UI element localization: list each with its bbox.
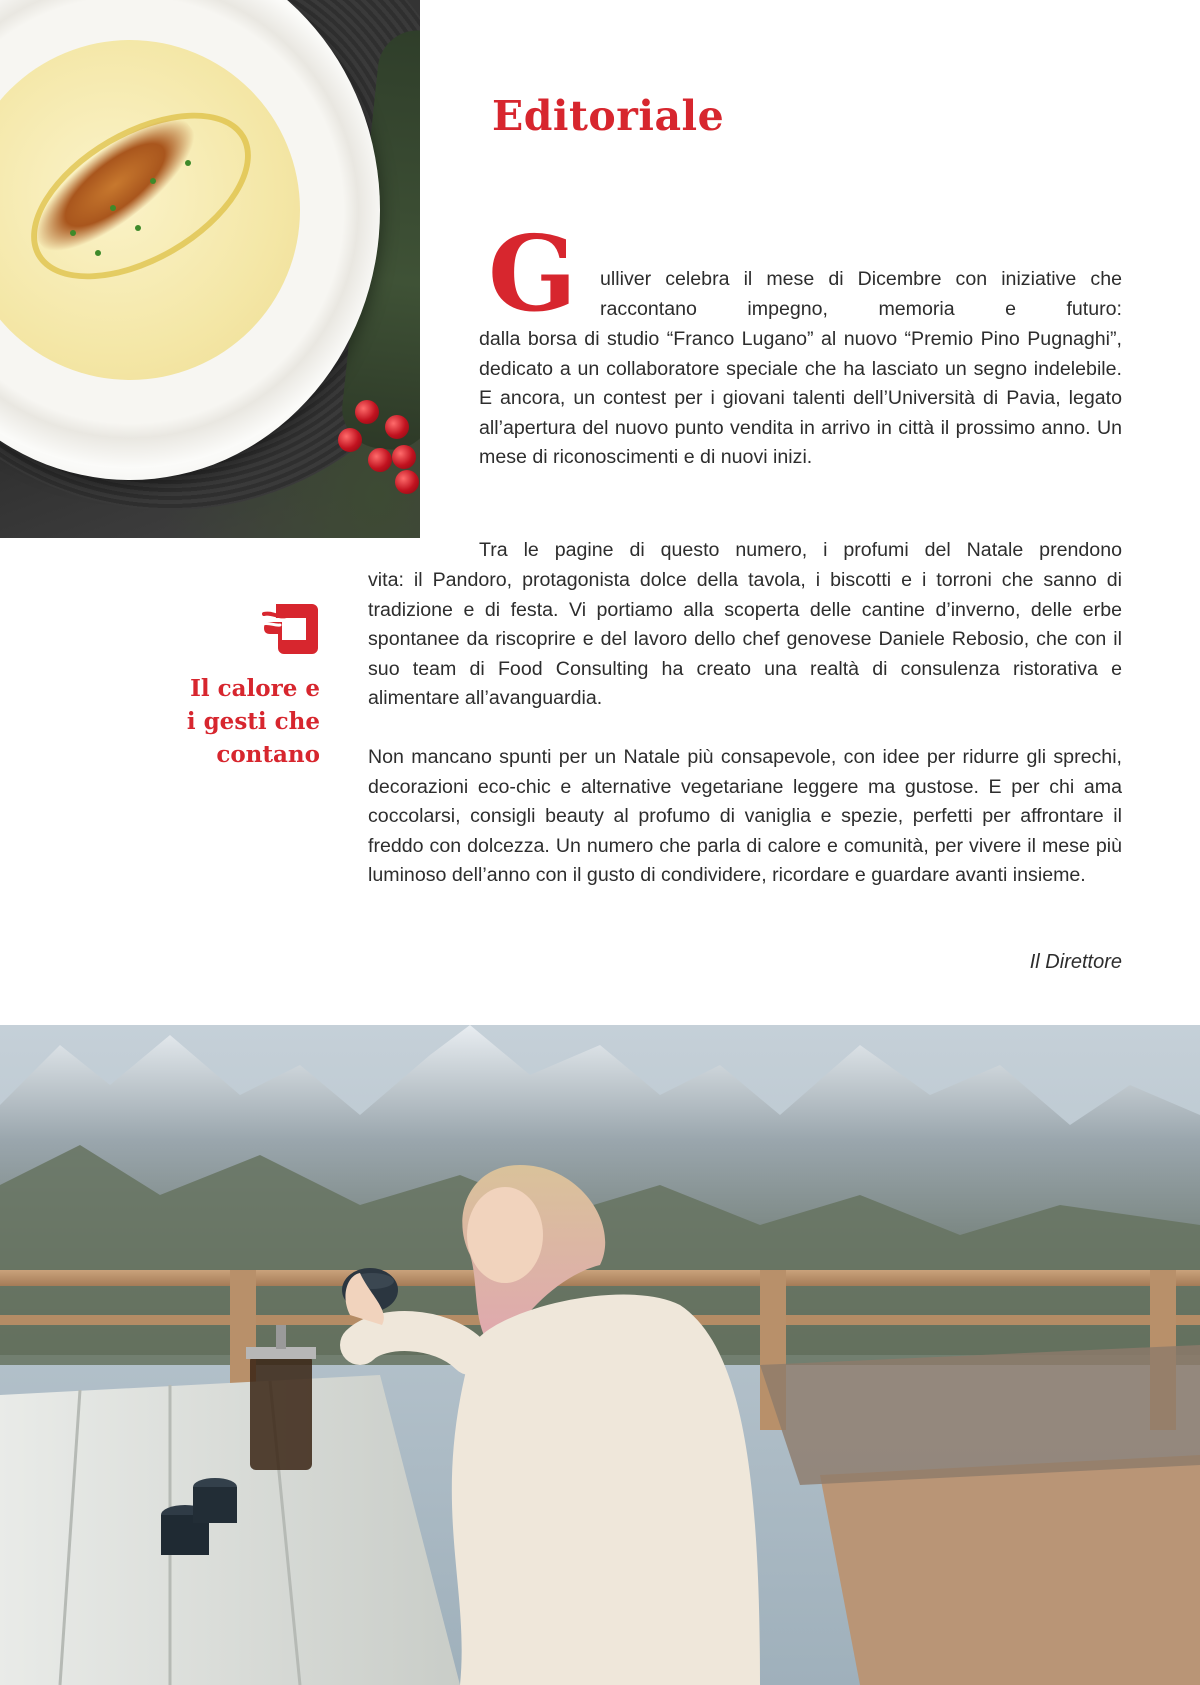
mountain-photo <box>0 1025 1200 1685</box>
paragraph-2-lead: Tra le pagine di questo numero, i profumi del Natale prendono <box>479 539 1122 561</box>
chive-dot <box>135 225 141 231</box>
chive-dot <box>110 205 116 211</box>
red-berry <box>385 415 409 439</box>
drop-cap: G <box>488 212 577 335</box>
gulliver-logo-icon <box>262 600 320 658</box>
mountain-scene <box>0 1025 1200 1685</box>
red-berry <box>338 428 362 452</box>
paragraph-3: Non mancano spunti per un Natale più consapevole, con idee per ridurre gli sprechi, decorazioni eco-chic e alternative vegetariane leggere ma gustose. E per chi ama coccolarsi, consigli beauty al profumo di vaniglia e spezie, perfetti per affrontare il freddo con dolcezza. Un numero che parla di calore e comunità, per vivere il mese più luminoso dell’anno con il gusto di condividere, ricordare e guardare avanti insieme. <box>368 746 1122 887</box>
pull-quote <box>150 672 320 771</box>
chive-dot <box>185 160 191 166</box>
paragraph-2-body: vita: il Pandoro, protagonista dolce della tavola, i biscotti e i torroni che sanno di tradizione e di festa. Vi portiamo alla scoperta delle cantine d’inverno, delle erbe spontanee da riscoprire e del lavoro dello chef genovese Daniele Rebosio, che con il suo team di Food Consulting ha creato una realtà di consulenza ristorativa e alimentare all’avanguardia. <box>368 569 1122 710</box>
chive-dot <box>150 178 156 184</box>
chive-dot <box>70 230 76 236</box>
pull-quote-line: contano <box>216 741 320 768</box>
red-berry <box>368 448 392 472</box>
chive-dot <box>95 250 101 256</box>
red-berry <box>392 445 416 469</box>
paragraph-1-lead: ulliver celebra il mese di Dicembre con iniziative che raccontano impegno, memoria e futuro: <box>600 268 1122 320</box>
pull-quote-line: i gesti che <box>186 708 320 735</box>
red-berry <box>355 400 379 424</box>
paragraph-1-body: dalla borsa di studio “Franco Lugano” al nuovo “Premio Pino Pugnaghi”, dedicato a un collaboratore speciale che ha lasciato un segno indelebile. E ancora, un contest per i giovani talenti dell’Università di Pavia, legato all’apertura del nuovo punto vendita in arrivo in città il prossimo anno. Un mese di riconoscimenti e di nuovi inizi. <box>479 328 1122 469</box>
editorial-title: Editoriale <box>492 92 725 140</box>
food-photo <box>0 0 420 538</box>
red-berry <box>395 470 419 494</box>
pull-quote-line: Il calore e <box>190 675 320 702</box>
signature: Il Direttore <box>1029 951 1122 973</box>
